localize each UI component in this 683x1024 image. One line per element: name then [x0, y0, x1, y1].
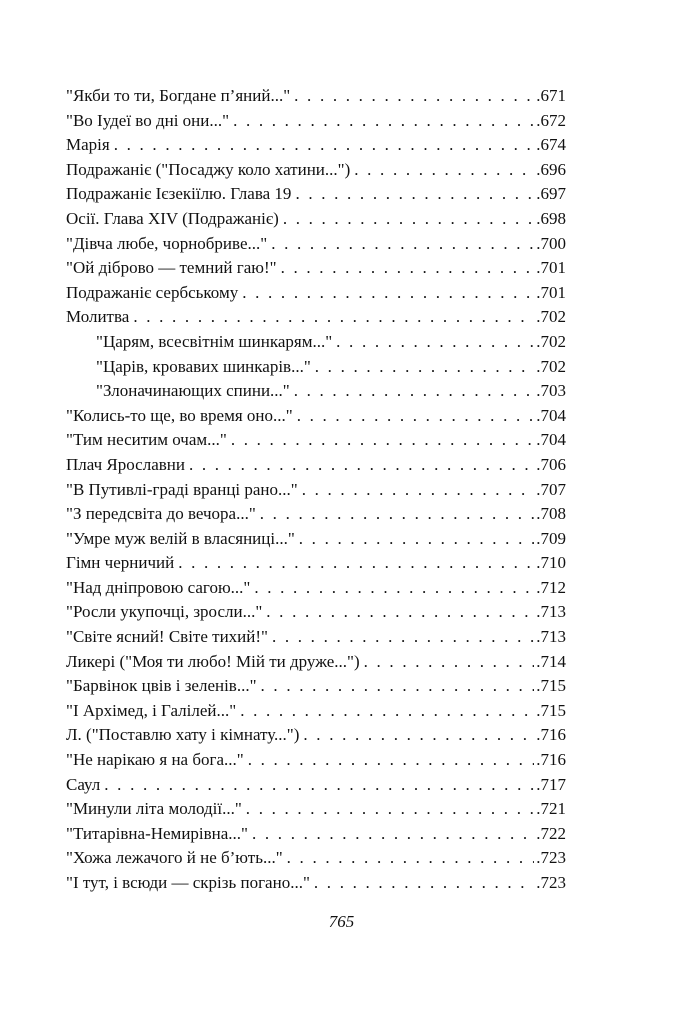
toc-entry-page: .713	[536, 602, 566, 622]
toc-entry-page: .671	[536, 86, 566, 105]
dot-leader	[299, 527, 534, 552]
toc-entry-title: "В Путивлі-граді вранці рано..."	[66, 479, 298, 499]
dot-leader	[248, 748, 535, 773]
toc-entry-title: "Світе ясний! Світе тихий!"	[66, 627, 268, 647]
toc-entry-title: "Царям, всесвітнім шинкарям..."	[96, 331, 333, 351]
toc-entry-page: .709	[536, 528, 566, 548]
dot-leader	[364, 650, 535, 675]
page-number: 765	[328, 912, 355, 931]
toc-entry-title: "Колись-то ще, во время оно..."	[66, 405, 293, 425]
toc-entry-title: "Умре муж велій в власяниці..."	[66, 528, 295, 548]
toc-entry-title: "Над дніпровою сагою..."	[66, 577, 251, 597]
dot-leader	[314, 871, 534, 896]
dot-leader	[260, 502, 534, 527]
toc-entry-page: .715	[536, 700, 566, 720]
toc-entry-title: "Барвінок цвів і зеленів..."	[66, 676, 257, 696]
table-of-contents	[66, 84, 566, 896]
dot-leader	[303, 723, 534, 748]
toc-entry-title: Плач Ярославни	[66, 454, 185, 474]
dot-leader	[178, 551, 534, 576]
toc-entry-page: .717	[536, 774, 566, 794]
toc-entry	[66, 576, 566, 601]
dot-leader	[231, 428, 534, 453]
toc-subentry	[66, 379, 566, 404]
toc-entry	[66, 600, 566, 625]
toc-entry-page: .703	[536, 381, 566, 401]
toc-entry	[66, 182, 566, 207]
dot-leader	[272, 625, 534, 650]
toc-entry-page: .722	[536, 823, 566, 843]
toc-entry	[66, 551, 566, 576]
toc-entry-page: .702	[536, 356, 566, 376]
toc-entry-page: .702	[536, 307, 566, 327]
toc-entry	[66, 281, 566, 306]
toc-entry-title: Подражаніє Ієзекіїлю. Глава 19	[66, 184, 292, 204]
dot-leader	[114, 133, 535, 158]
toc-entry-title: Саул	[66, 774, 101, 794]
toc-entry	[66, 773, 566, 798]
toc-entry	[66, 846, 566, 871]
dot-leader	[294, 84, 534, 109]
dot-leader	[189, 453, 534, 478]
toc-entry	[66, 797, 566, 822]
toc-entry-title: "І Архімед, і Галілей..."	[66, 700, 237, 720]
dot-leader	[240, 699, 534, 724]
toc-entry-page: .723	[536, 848, 566, 868]
toc-entry-page: .704	[536, 405, 566, 425]
toc-entry-page: .704	[536, 430, 566, 450]
toc-entry-page: .715	[536, 676, 566, 696]
toc-entry	[66, 871, 566, 896]
toc-entry-page: .697	[536, 184, 566, 204]
toc-entry-page: .706	[536, 454, 566, 474]
dot-leader	[354, 158, 534, 183]
toc-entry-page: .674	[536, 135, 566, 155]
toc-entry	[66, 84, 566, 109]
dot-leader	[297, 404, 535, 429]
toc-entry-page: .701	[536, 258, 566, 278]
toc-entry	[66, 699, 566, 724]
dot-leader	[242, 281, 534, 306]
toc-entry-title: Марія	[66, 135, 110, 155]
toc-entry-title: "Царів, кровавих шинкарів..."	[96, 356, 311, 376]
toc-entry-title: "Титарівна-Немирівна..."	[66, 823, 248, 843]
toc-entry-title: "Тим неситим очам..."	[66, 430, 227, 450]
toc-entry-title: "Росли укупочці, зросли..."	[66, 602, 263, 622]
toc-entry	[66, 674, 566, 699]
toc-entry	[66, 822, 566, 847]
toc-subentry	[66, 355, 566, 380]
toc-entry	[66, 650, 566, 675]
dot-leader	[294, 379, 535, 404]
toc-entry-page: .723	[536, 873, 566, 892]
dot-leader	[302, 478, 535, 503]
toc-entry-page: .701	[536, 282, 566, 302]
toc-entry	[66, 625, 566, 650]
toc-entry	[66, 133, 566, 158]
toc-entry-page: .712	[536, 577, 566, 597]
toc-entry-page: .702	[536, 331, 566, 351]
toc-entry-title: "Дівча любе, чорнобриве..."	[66, 233, 268, 253]
toc-entry-title: "Хожа лежачого й не б’ють..."	[66, 848, 283, 868]
toc-entry-page: .710	[536, 553, 566, 573]
toc-entry	[66, 502, 566, 527]
toc-entry	[66, 232, 566, 257]
toc-entry-title: "Ой діброво — темний гаю!"	[66, 258, 277, 278]
dot-leader	[283, 207, 534, 232]
dot-leader	[252, 822, 534, 847]
toc-entry-page: .721	[536, 799, 566, 819]
dot-leader	[295, 182, 534, 207]
toc-entry-page: .707	[536, 479, 566, 499]
dot-leader	[261, 674, 535, 699]
toc-entry	[66, 748, 566, 773]
toc-entry-title: Подражаніє сербському	[66, 282, 239, 302]
toc-entry	[66, 723, 566, 748]
toc-entry-page: .713	[536, 627, 566, 647]
toc-entry-title: "Якби то ти, Богдане п’яний..."	[66, 86, 291, 105]
toc-entry-page: .716	[536, 725, 566, 745]
toc-entry-page: .714	[536, 651, 566, 671]
toc-entry-page: .696	[536, 159, 566, 179]
toc-entry-page: .698	[536, 208, 566, 228]
toc-entry	[66, 453, 566, 478]
toc-entry	[66, 404, 566, 429]
toc-entry	[66, 109, 566, 134]
toc-subentry	[66, 330, 566, 355]
toc-entry	[66, 256, 566, 281]
dot-leader	[271, 232, 534, 257]
toc-entry-page: .708	[536, 504, 566, 524]
toc-entry-title: "Не нарікаю я на бога..."	[66, 750, 244, 770]
toc-entry-page: .672	[536, 110, 566, 130]
toc-entry-title: Гімн черничий	[66, 553, 175, 573]
dot-leader	[336, 330, 534, 355]
dot-leader	[281, 256, 535, 281]
toc-entry	[66, 305, 566, 330]
toc-entry	[66, 207, 566, 232]
dot-leader	[254, 576, 534, 601]
toc-entry-page: .700	[536, 233, 566, 253]
toc-entry	[66, 527, 566, 552]
toc-entry-title: Молитва	[66, 307, 130, 327]
toc-entry-title: Осії. Глава XIV (Подражаніє)	[66, 208, 279, 228]
toc-entry-title: Ликері ("Моя ти любо! Мій ти друже...")	[66, 651, 360, 671]
dot-leader	[233, 109, 534, 134]
toc-entry	[66, 158, 566, 183]
toc-entry-title: "І тут, і всюди — скрізь погано..."	[66, 873, 310, 892]
dot-leader	[133, 305, 534, 330]
toc-entry-title: "Минули літа молодії..."	[66, 799, 242, 819]
toc-entry	[66, 428, 566, 453]
dot-leader	[266, 600, 534, 625]
toc-entry-title: "З передсвіта до вечора..."	[66, 504, 256, 524]
toc-entry-page: .716	[536, 750, 566, 770]
dot-leader	[315, 355, 534, 380]
toc-entry	[66, 478, 566, 503]
dot-leader	[104, 773, 534, 798]
toc-entry-title: Л. ("Поставлю хату і кімнату...")	[66, 725, 300, 745]
dot-leader	[246, 797, 534, 822]
toc-entry-title: "Злоначинающих спини..."	[96, 381, 290, 401]
toc-entry-title: Подражаніє ("Посаджу коло хатини...")	[66, 159, 351, 179]
toc-entry-title: "Во Іудеї во дні они..."	[66, 110, 230, 130]
dot-leader	[287, 846, 535, 871]
